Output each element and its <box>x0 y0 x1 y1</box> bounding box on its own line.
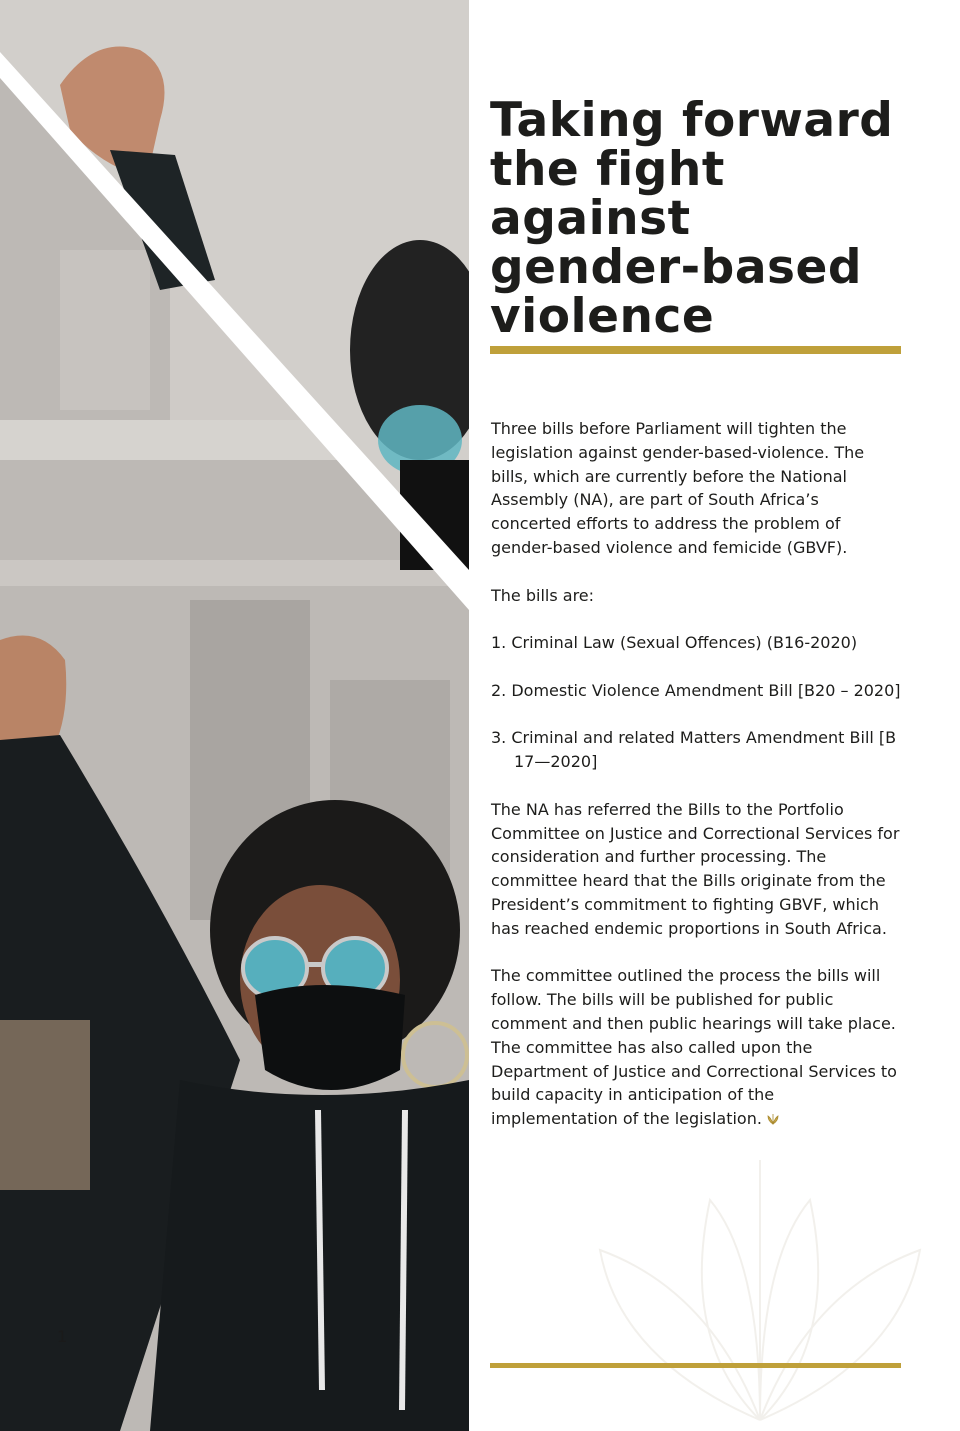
bill-item: 1. Criminal Law (Sexual Offences) (B16-2020) <box>491 633 858 653</box>
protea-end-mark-icon <box>766 1113 780 1125</box>
page-number: 1 <box>57 1327 68 1346</box>
title-divider <box>490 346 901 354</box>
article-body <box>491 417 903 1155</box>
protester-photo-illustration <box>0 0 469 1431</box>
paragraph-process <box>491 964 903 1131</box>
protea-watermark-icon <box>560 1140 960 1430</box>
bills-lead: The bills are: <box>491 585 595 605</box>
article-title: Taking forward the fight against gender-based violence <box>490 93 894 344</box>
paragraph-process-text: The committee outlined the process the bills will follow. The bills will be published for public comment and then public hearings will take place. The committee has also called upon the Department of Justice and Correctional Services to build capacity in anticipation of the implementation of the legislation. <box>491 966 897 1129</box>
bill-item: 3. Criminal and related Matters Amendment Bill [B 17—2020] <box>491 728 897 772</box>
footer-divider <box>490 1363 901 1368</box>
bills-list <box>491 631 903 774</box>
bill-item: 2. Domestic Violence Amendment Bill [B20 – 2020] <box>491 680 901 700</box>
intro-paragraph: Three bills before Parliament will tighten the legislation against gender-based-violence. The bills, which are currently before the National Assembly (NA), are part of South Africa’s concerted efforts to address the problem of gender-based violence and femicide (GBVF). <box>491 419 865 557</box>
paragraph-referral: The NA has referred the Bills to the Portfolio Committee on Justice and Correctional Services for consideration and further processing. The committee heard that the Bills originate from the President’s commitment to fighting GBVF, which has reached endemic proportions in South Africa. <box>491 799 900 938</box>
protester-photo <box>0 0 469 1431</box>
